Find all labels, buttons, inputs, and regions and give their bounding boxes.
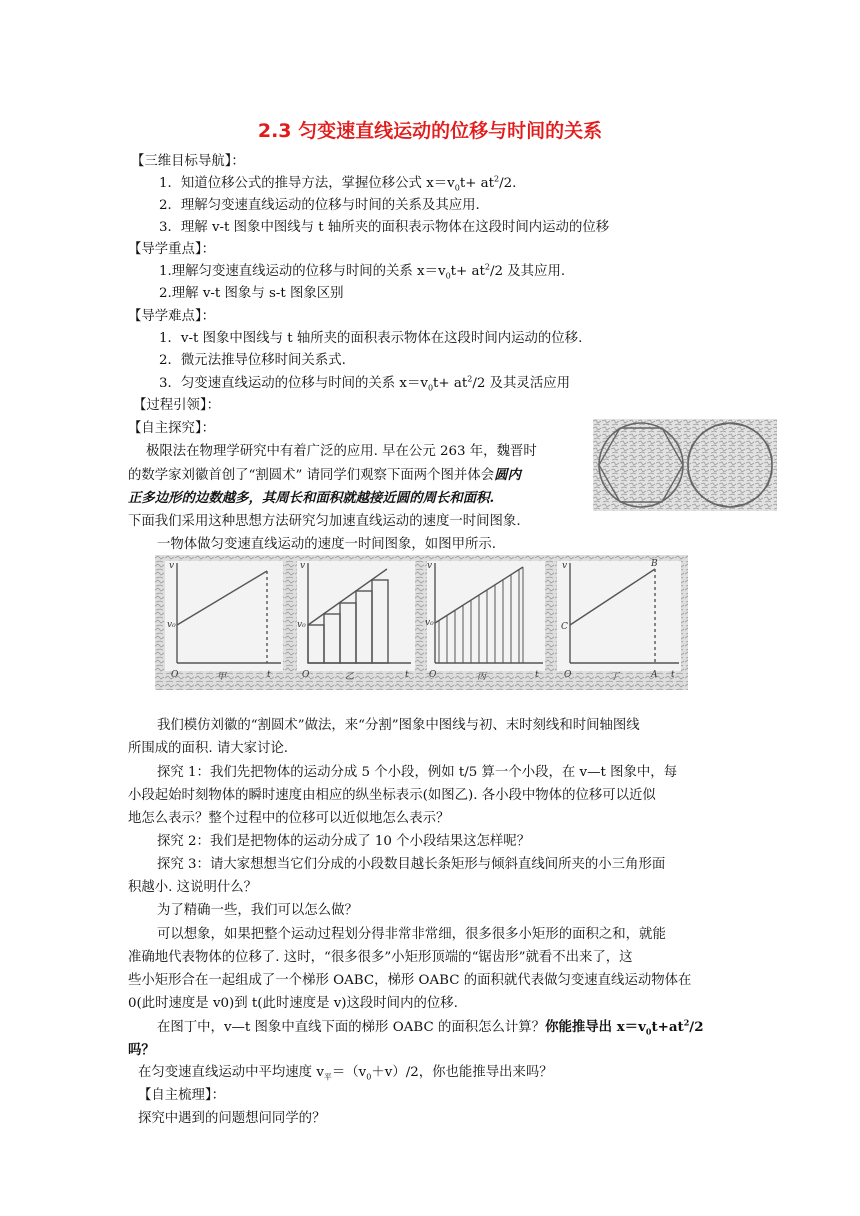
label-b-ding: B — [651, 559, 658, 569]
paragraph-1-line-1: 极限法在物理学研究中有着广泛的应用. 早在公元 263 年，魏晋时 — [146, 444, 537, 459]
paragraph-6: 探究 2：我们是把物体的运动分成了 10 个小段结果这怎样呢？ — [157, 834, 531, 849]
key-points-heading: 【导学重点】： — [128, 242, 216, 257]
vt-graphs-figure — [155, 555, 688, 690]
label-yi: 乙 — [345, 672, 355, 682]
paragraph-5-line-3: 地怎么表示？整个过程中的位移可以近似地怎么表示？ — [128, 811, 450, 826]
paragraph-12: 探究中遇到的问题想问同学的？ — [138, 1111, 326, 1126]
label-v-jia: v — [169, 561, 175, 571]
difficulty-1: 1．v-t 图象中图线与 t 轴所夹的面积表示物体在这段时间内运动的位移. — [159, 331, 583, 346]
label-ding: 丁 — [610, 672, 620, 682]
label-o-bing: O — [429, 670, 437, 680]
label-o-jia: O — [171, 670, 179, 680]
label-bing: 丙 — [477, 672, 487, 682]
paragraph-9-line-4: 0(此时速度是 v0)到 t(此时速度是 v)这段时间内的位移. — [128, 996, 458, 1011]
paragraph-7-line-1: 探究 3：请大家想想当它们分成的小段数目越长条矩形与倾斜直线间所夹的小三角形面 — [157, 857, 666, 872]
label-v0-bing: v₀ — [425, 618, 434, 628]
paragraph-3: 一物体做匀变速直线运动的速度一时间图象，如图甲所示. — [157, 537, 497, 552]
paragraph-5-line-2: 小段起始时刻物体的瞬时速度由相应的纵坐标表示(如图乙). 各小段中物体的位移可以近似 — [128, 788, 656, 803]
review-heading: 【自主梳理】： — [138, 1088, 226, 1103]
label-t-bing: t — [535, 670, 539, 680]
label-c-ding: C — [561, 622, 568, 632]
paragraph-11: 在匀变速直线运动中平均速度 $v_平=(v_0+v)/2$，你也能推导出来吗？ — [138, 1065, 553, 1082]
paragraph-10-line-1: 在图丁中，v—t 图象中直线下面的梯形 OABC 的面积怎么计算？你能推导出 $x=v_0t+at^2/2$ — [157, 1017, 704, 1037]
label-v-ding: v — [562, 561, 568, 571]
paragraph-9-line-3: 些小矩形合在一起组成了一个梯形 OABC，梯形 OABC 的面积就代表做匀变速直线运动物体在 — [128, 973, 692, 988]
difficulty-heading: 【导学难点】： — [128, 309, 216, 324]
graph-jia — [165, 561, 283, 671]
goal-3: 3．理解 v-t 图象中图线与 t 轴所夹的面积表示物体在这段时间内运动的位移 — [159, 220, 610, 235]
label-a-ding: A — [651, 670, 658, 680]
process-heading: 【过程引领】： — [133, 398, 221, 413]
page-title: 2.3 匀变速直线运动的位移与时间的关系 — [257, 120, 603, 142]
label-v-yi: v — [300, 561, 306, 571]
explore-heading: 【自主探究】： — [128, 421, 216, 436]
paragraph-5-line-1: 探究 1：我们先把物体的运动分成 5 个小段，例如 t/5 算一个小段，在 v—t 图象中，每 — [157, 765, 678, 780]
graph-ding — [557, 561, 681, 671]
label-o-yi: O — [302, 670, 310, 680]
label-t-jia: t — [267, 670, 271, 680]
paragraph-4-line-2: 所围成的面积. 请大家讨论. — [128, 741, 289, 756]
goals-heading: 【三维目标导航】： — [131, 154, 245, 169]
paragraph-8: 为了精确一些，我们可以怎么做？ — [157, 903, 358, 918]
paragraph-10-line-2: 吗？ — [128, 1042, 155, 1058]
difficulty-3: 3．匀变速直线运动的位移与时间的关系 $x=v_0t+ at^2/2$ 及其灵活应用 — [159, 374, 570, 393]
difficulty-2: 2．微元法推导位移时间关系式. — [159, 353, 346, 368]
key-point-2: 2.理解 v-t 图象与 s-t 图象区别 — [159, 286, 344, 301]
label-v-bing: v — [427, 561, 433, 571]
paragraph-4-line-1: 我们模仿刘徽的“割圆术”做法，来“分割”图象中图线与初、末时刻线和时间轴图线 — [157, 718, 640, 733]
circle-polygon-figure — [593, 419, 777, 511]
graph-bing — [427, 561, 545, 671]
paragraph-7-line-2: 积越小. 这说明什么？ — [128, 880, 258, 895]
paragraph-9-line-2: 准确地代表物体的位移了. 这时，“很多很多”小矩形顶端的“锯齿形”就看不出来了，这 — [128, 950, 633, 965]
label-t-yi: t — [405, 670, 409, 680]
paragraph-1-line-2: 的数学家刘徽首创了“割圆术” 请同学们观察下面两个图并体会圆内 — [128, 467, 521, 483]
label-t-ding: t — [671, 670, 675, 680]
paragraph-9-line-1: 可以想象，如果把整个运动过程划分得非常非常细，很多很多小矩形的面积之和，就能 — [157, 927, 666, 942]
label-jia: 甲 — [217, 672, 227, 682]
key-point-1: 1.理解匀变速直线运动的位移与时间的关系 $x=v_0t+ at^2/2$ 及其应用. — [159, 262, 566, 281]
goal-2: 2．理解匀变速直线运动的位移与时间的关系及其应用. — [159, 198, 480, 213]
label-v0-jia: v₀ — [167, 620, 176, 630]
goal-1: 1．知道位移公式的推导方法，掌握位移公式 $x=v_0t+ at^2/2$. — [159, 174, 517, 193]
label-o-ding: O — [564, 670, 572, 680]
label-v0-yi: v₀ — [297, 620, 306, 630]
graph-yi — [297, 561, 415, 671]
paragraph-1-line-3: 正多边形的边数越多，其周长和面积就越接近圆的周长和面积. — [128, 490, 495, 506]
paragraph-2: 下面我们采用这种思想方法研究匀加速直线运动的速度一时间图象. — [128, 514, 521, 529]
